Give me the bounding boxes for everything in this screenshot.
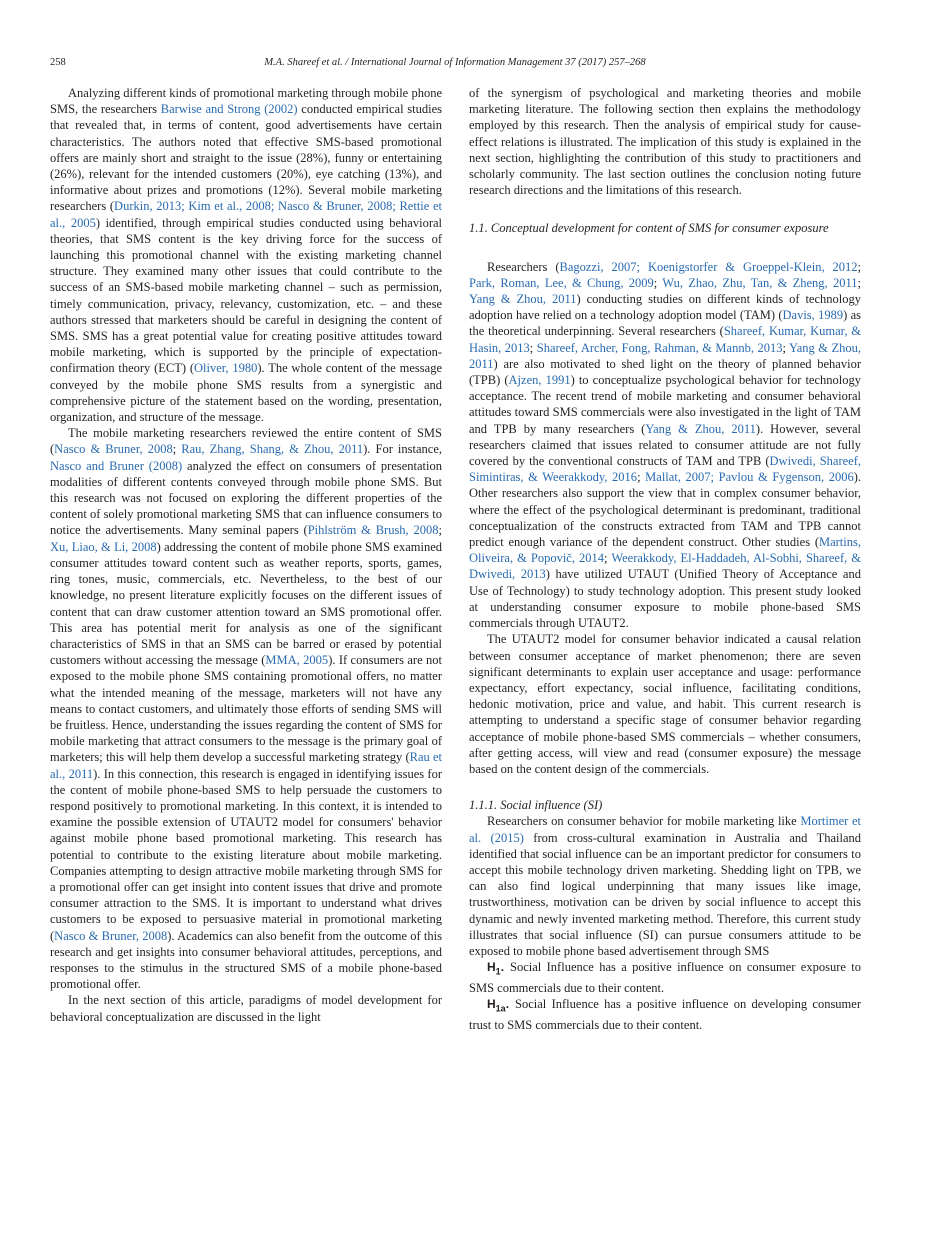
page-number: 258 <box>50 57 66 68</box>
citation-link[interactable]: Wu, Zhao, Zhu, Tan, & Zheng, 2011 <box>662 275 858 290</box>
body-text: ). Academics can also benefit from the outcome of this research and get insights into consumer behavioral attitudes, perceptions, and responses to the stimulus in the structured SMS of a mobile phone-based promotional offer. <box>50 928 442 992</box>
body-text: ; <box>782 340 789 355</box>
body-text: from cross-cultural examination in Australia and Thailand identified that social influence can be an important predictor for consumers to accept this mobile technology driven marketing. Shedding light on TPB, we can also find logical underpinning that many issues like image, trustworthiness, motivation can be driven by social influence to accept this dynamic and newly invented marketing method. Therefore, this current study illustrates that social influence (SI) can pursue consumers attitude to be exposed to mobile phone based advertisement through SMS <box>469 830 861 958</box>
right-column <box>469 85 861 1033</box>
body-text: ). For instance, <box>363 442 443 457</box>
body-text: ) identified, through empirical studies conducted using behavioral theories, that SMS content is the key driving force for the success of launching this promotional channel with the existing marketing channel structure. They examined many other issues that could contribute to the success of an SMS-based mobile marketing channel – such as permission, timely communication, privacy, relevancy, customization, etc. – and these authors stressed that marketers should be careful in designing the content of SMS. SMS has a great potential value for creating positive attitudes toward mobile marketing, which is supported by the principle of expectation-confirmation theory (ECT) ( <box>50 215 442 376</box>
hypothesis-text: Social Influence has a positive influence on consumer exposure to SMS commercials due to their content. <box>469 960 861 995</box>
citation-link[interactable]: Yang & Zhou, 2011 <box>469 292 577 307</box>
citation-link[interactable]: Park, Roman, Lee, & Chung, 2009 <box>469 275 654 290</box>
hypothesis-label: $H_{1a}$. <box>487 996 510 1014</box>
section-heading: 1.1. Conceptual development for content of SMS for consumer exposure <box>469 221 829 236</box>
paragraph <box>469 813 861 959</box>
citation-link[interactable]: Xu, Liao, & Li, 2008 <box>50 539 157 554</box>
body-text: of the synergism of psychological and marketing theories and mobile marketing literature. The following section then explains the methodology employed by this research. Then the analysis of empirical study for cause-effect relations is illustrated. The implication of this study is explained in the next section, highlighting the contribution of this study to practitioners and scholarly community. The last section outlines the conclusion noting future research directions and the limitations of this research. <box>469 86 861 198</box>
citation-link[interactable]: Shareef, Kumar, Kumar, & Hasin, 2013 <box>469 324 861 355</box>
hypothesis-label: $H_1$. <box>487 960 505 977</box>
citation-link[interactable]: Weerakkody, El-Haddadeh, Al-Sobhi, Shareef, & Dwivedi, 2013 <box>469 551 862 582</box>
body-text: ). If consumers are not exposed to the mobile phone SMS containing promotional offers, no matter what the intended meaning of the message, marketers will not have any means to contact customers, and ultimately those efforts of sending SMS will be fruitless. Hence, understanding the issues regarding the content of SMS for mobile marketing that attract consumers to the message is the primary goal of marketers; this will help them develop a successful marketing strategy ( <box>50 653 442 765</box>
body-text: ; <box>857 275 861 290</box>
body-text: ; <box>857 259 862 274</box>
body-text: ). However, several researchers claimed that issues related to consumer attitude are not fully covered by the conventional constructs of TAM and TPB ( <box>469 421 862 469</box>
body-text: ). The whole content of the message conveyed by the mobile phone SMS results from a synergistic and comprehensive picture of the statement based on the wording, presentation, organization, and structure of the message. <box>50 361 442 425</box>
citation-link[interactable]: Nasco & Bruner, 2008 <box>54 442 173 457</box>
body-text: ) as the theoretical underpinning. Several researchers ( <box>469 308 862 339</box>
hypothesis-h1a <box>469 996 861 1033</box>
citation-link[interactable]: Yang & Zhou, 2011 <box>645 421 756 436</box>
body-text: ; <box>637 470 646 485</box>
paragraph <box>50 992 442 1024</box>
paragraph <box>469 631 861 777</box>
citation-link[interactable]: Dwivedi, Shareef, Simintiras, & Weerakkody, 2016 <box>469 454 861 485</box>
journal-citation: M.A. Shareef et al. / International Journal of Information Management 37 (2017) 257–268 <box>264 57 646 68</box>
citation-link[interactable]: Mallat, 2007; Pavlou & Fygenson, 2006 <box>645 470 854 485</box>
hypothesis-h1 <box>469 959 861 996</box>
body-text: ; <box>529 340 537 355</box>
body-text: The mobile marketing researchers reviewed the entire content of SMS ( <box>50 426 442 457</box>
citation-link[interactable]: Bagozzi, 2007; Koenigstorfer & Groeppel-Klein, 2012 <box>559 259 858 274</box>
citation-link[interactable]: Durkin, 2013; Kim et al., 2008; Nasco & Bruner, 2008; Rettie et al., 2005 <box>50 199 443 230</box>
citation-link[interactable]: Shareef, Archer, Fong, Rahman, & Mannb, 2013 <box>536 340 783 355</box>
citation-link[interactable]: Rau, Zhang, Shang, & Zhou, 2011 <box>181 442 364 457</box>
body-text: The UTAUT2 model for consumer behavior indicated a causal relation between consumer acceptance of market phenomenon; there are seven significant determinants to explain user acceptance and usage: performance expectancy, effort expectancy, social influence, facilitating conditions, hedonic motivation, price and value, and habit. This current research is attempting to understand a specific stage of consumer behavior regarding acceptance of mobile phone-based SMS commercials – whether consumers, after getting access, will view and read (consumer exposure) the message based on the content design of the commercials. <box>469 632 861 776</box>
body-text: conducted empirical studies that revealed that, in terms of content, good advertisements have certain characteristics. The authors noted that effective SMS-based promotional offers are mainly short and straight to the issue (28%), funny or entertaining (26%), relevant for the intended customers (20%), eye catching (13%), and informative about prizes and promotions (12%). Several mobile marketing researchers ( <box>50 102 443 214</box>
body-text: ; <box>438 523 442 538</box>
citation-link[interactable]: Nasco and Bruner (2008) <box>50 458 183 473</box>
body-text: analyzed the effect on consumers of presentation modalities of different contents conveyed through mobile phone SMS. But this research was not focused on exploring the different properties of the content of solely promotional marketing SMS that can influence consumers to notice the advertisements. Many seminal papers ( <box>50 458 442 538</box>
citation-link[interactable]: Ajzen, 1991 <box>508 373 571 388</box>
subsection-heading: 1.1.1. Social influence (SI) <box>469 798 603 813</box>
body-text: ) addressing the content of mobile phone SMS examined consumer attitudes toward content such as weather reports, sports, games, ring tones, music, commercials, etc. Nevertheless, to the best of our knowledge, no present literature explicitly focuses on the different issues of content that can draw customer attention toward an SMS promotional offer. This area has potential merit for analysis as one of the significant characteristics of SMS in that an SMS can be barred or erased by potential customers without accessing the message ( <box>50 539 442 668</box>
left-column <box>50 85 442 1025</box>
citation-link[interactable]: Nasco & Bruner, 2008 <box>54 928 168 943</box>
hypothesis-text: Social Influence has a positive influence on developing consumer trust to SMS commercials due to their content. <box>469 996 861 1032</box>
paragraph <box>469 85 861 198</box>
citation-link[interactable]: MMA, 2005 <box>265 653 329 668</box>
citation-link[interactable]: Davis, 1989 <box>782 308 844 323</box>
citation-link[interactable]: Yang & Zhou, 2011 <box>469 340 861 371</box>
body-text: ) have utilized UTAUT (Unified Theory of Acceptance and Use of Technology) to study technology adoption. This present study looked at understanding consumer exposure to mobile phone-based SMS commercials through UTAUT2. <box>469 567 861 631</box>
citation-link[interactable]: Oliver, 1980 <box>193 361 258 376</box>
paragraph <box>50 425 442 992</box>
body-text: ) to conceptualize psychological behavior for technology acceptance. The recent trend of mobile marketing and consumer behavioral attitudes toward SMS commercials were also investigated in the light of TAM and TPB by many researchers ( <box>469 373 861 436</box>
body-text: In the next section of this article, paradigms of model development for behavioral conceptualization are discussed in the light <box>50 993 442 1024</box>
body-text: ). Other researchers also support the view that in complex consumer behavior, where the effect of the psychological determinant is predominant, traditional conceptualization of the constructs extracted from TAM and TPB cannot predict enough variance of the dependent construct. Other studies ( <box>469 470 861 550</box>
body-text: Researchers on consumer behavior for mobile marketing like <box>487 814 801 829</box>
citation-link[interactable]: Rau et al., 2011 <box>50 750 442 781</box>
body-text: ; <box>653 275 663 290</box>
paragraph <box>50 85 442 425</box>
body-text: ) conducting studies on different kinds of technology adoption have relied on a technology adoption model (TAM) ( <box>469 292 861 323</box>
body-text: Researchers ( <box>487 259 560 274</box>
body-text: ). In this connection, this research is engaged in identifying issues for the content of mobile phone-based SMS to help persuade the customers to respond positively to promotional marketing. In this context, it is intended to examine the possible extension of UTAUT2 model for consumers' behavior against mobile phone based promotional marketing. This research has potential to contribute to the existing literature about mobile marketing. Companies attempting to design attractive mobile marketing through SMS for a promotional offer can get insight into content issues that drive and promote consumer attraction to the SMS. It is important to understand what drives customers to be exposed to persuasive material in promotional marketing ( <box>50 766 442 943</box>
body-text: ) are also motivated to shed light on the theory of planned behavior (TPB) ( <box>469 356 861 388</box>
citation-link[interactable]: Barwise and Strong (2002) <box>160 102 298 117</box>
citation-link[interactable]: Mortimer et al. (2015) <box>469 814 861 845</box>
paragraph <box>469 259 861 632</box>
citation-link[interactable]: Martins, Oliveira, & Popovič, 2014 <box>469 535 861 566</box>
body-text: ; <box>604 551 612 566</box>
body-text: Analyzing different kinds of promotional marketing through mobile phone SMS, the researchers <box>50 86 442 117</box>
citation-link[interactable]: Pihlström & Brush, 2008 <box>307 523 439 538</box>
body-text: ; <box>172 442 182 457</box>
